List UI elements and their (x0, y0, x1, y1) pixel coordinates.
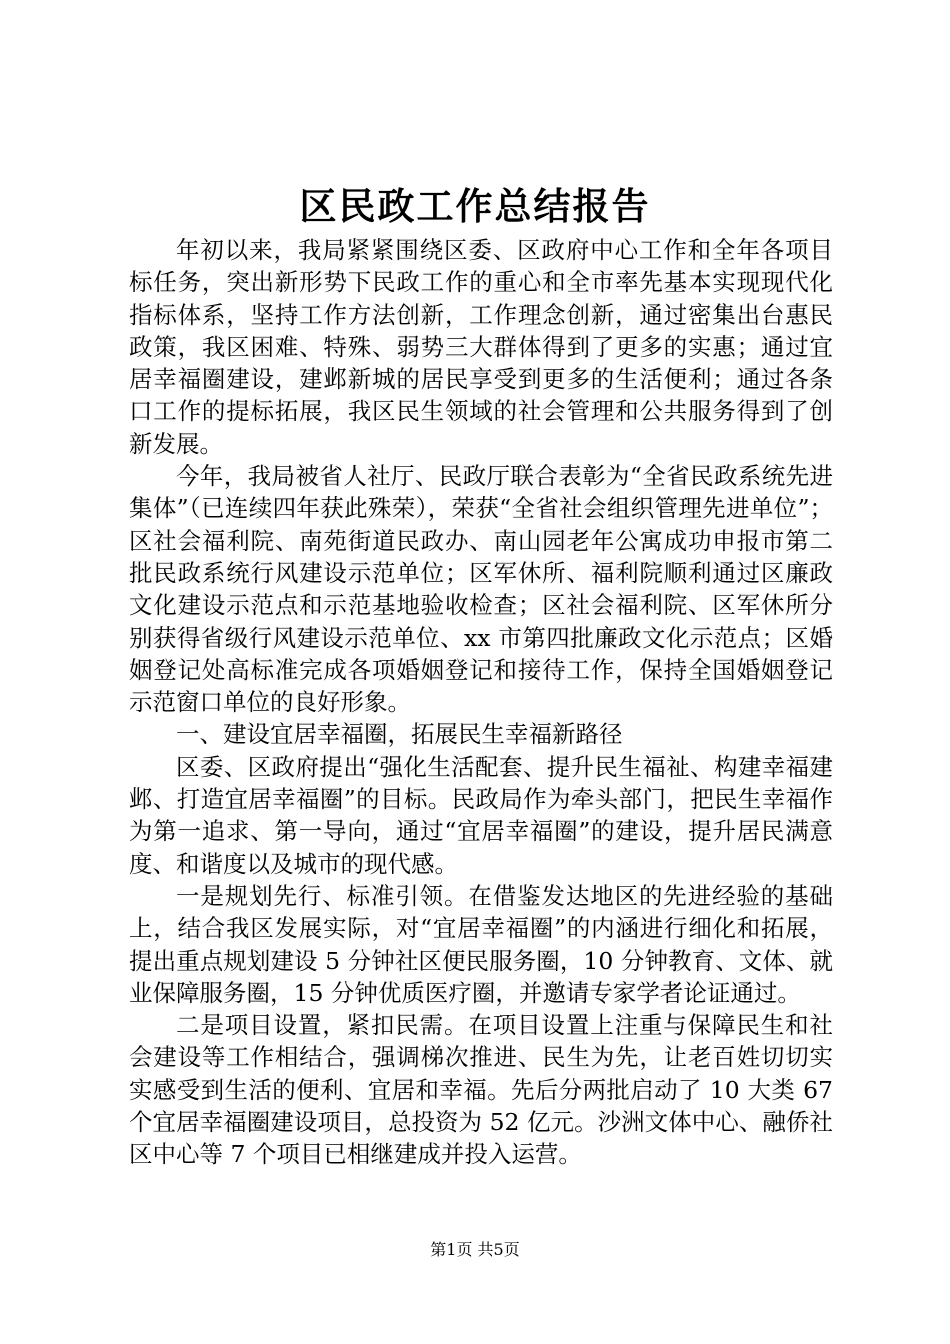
paragraph-projects: 二是项目设置，紧扣民需。在项目设置上注重与保障民生和社会建设等工作相结合，强调梯次推进、民生为先，让老百姓切切实实感受到生活的便利、宜居和幸福。先后分两批启动了 10 大类 67 个宜居幸福圈建设项目，总投资为 52 亿元。沙洲文体中心、融侨社区中心等 7 个项目已相继建成并投入运营。 (129, 1011, 833, 1169)
section-heading-1: 一、建设宜居幸福圈，拓展民生幸福新路径 (176, 720, 623, 749)
document-title: 区民政工作总结报告 (299, 184, 651, 228)
paragraph-honors: 今年，我局被省人社厅、民政厅联合表彰为“全省民政系统先进集体”（已连续四年获此殊荣），荣获“全省社会组织管理先进单位”；区社会福利院、南苑街道民政办、南山园老年公寓成功申报市第二批民政系统行风建设示范单位；区军休所、福利院顺利通过区廉政文化建设示范点和示范基地验收检查；区社会福利院、区军休所分别获得省级行风建设示范单位、xx 市第四批廉政文化示范点；区婚姻登记处高标准完成各项婚姻登记和接待工作，保持全国婚姻登记示范窗口单位的良好形象。 (129, 462, 833, 717)
paragraph-planning: 一是规划先行、标准引领。在借鉴发达地区的先进经验的基础上，结合我区发展实际，对“宜居幸福圈”的内涵进行细化和拓展，提出重点规划建设 5 分钟社区便民服务圈，10 分钟教育、文体、就业保障服务圈，15 分钟优质医疗圈，并邀请专家学者论证通过。 (129, 881, 833, 1007)
document-body (129, 234, 833, 1171)
paragraph-intro: 年初以来，我局紧紧围绕区委、区政府中心工作和全年各项目标任务，突出新形势下民政工作的重心和全市率先基本实现现代化指标体系，坚持工作方法创新，工作理念创新，通过密集出台惠民政策，我区困难、特殊、弱势三大群体得到了更多的实惠；通过宜居幸福圈建设，建邺新城的居民享受到更多的生活便利；通过各条口工作的提标拓展，我区民生领域的社会管理和公共服务得到了创新发展。 (129, 236, 833, 458)
page-footer: 第1页 共5页 (430, 1240, 520, 1259)
paragraph-goal: 区委、区政府提出“强化生活配套、提升民生福祉、构建幸福建邺、打造宜居幸福圈”的目标。民政局作为牵头部门，把民生幸福作为第一追求、第一导向，通过“宜居幸福圈”的建设，提升居民满意度、和谐度以及城市的现代感。 (129, 752, 833, 878)
